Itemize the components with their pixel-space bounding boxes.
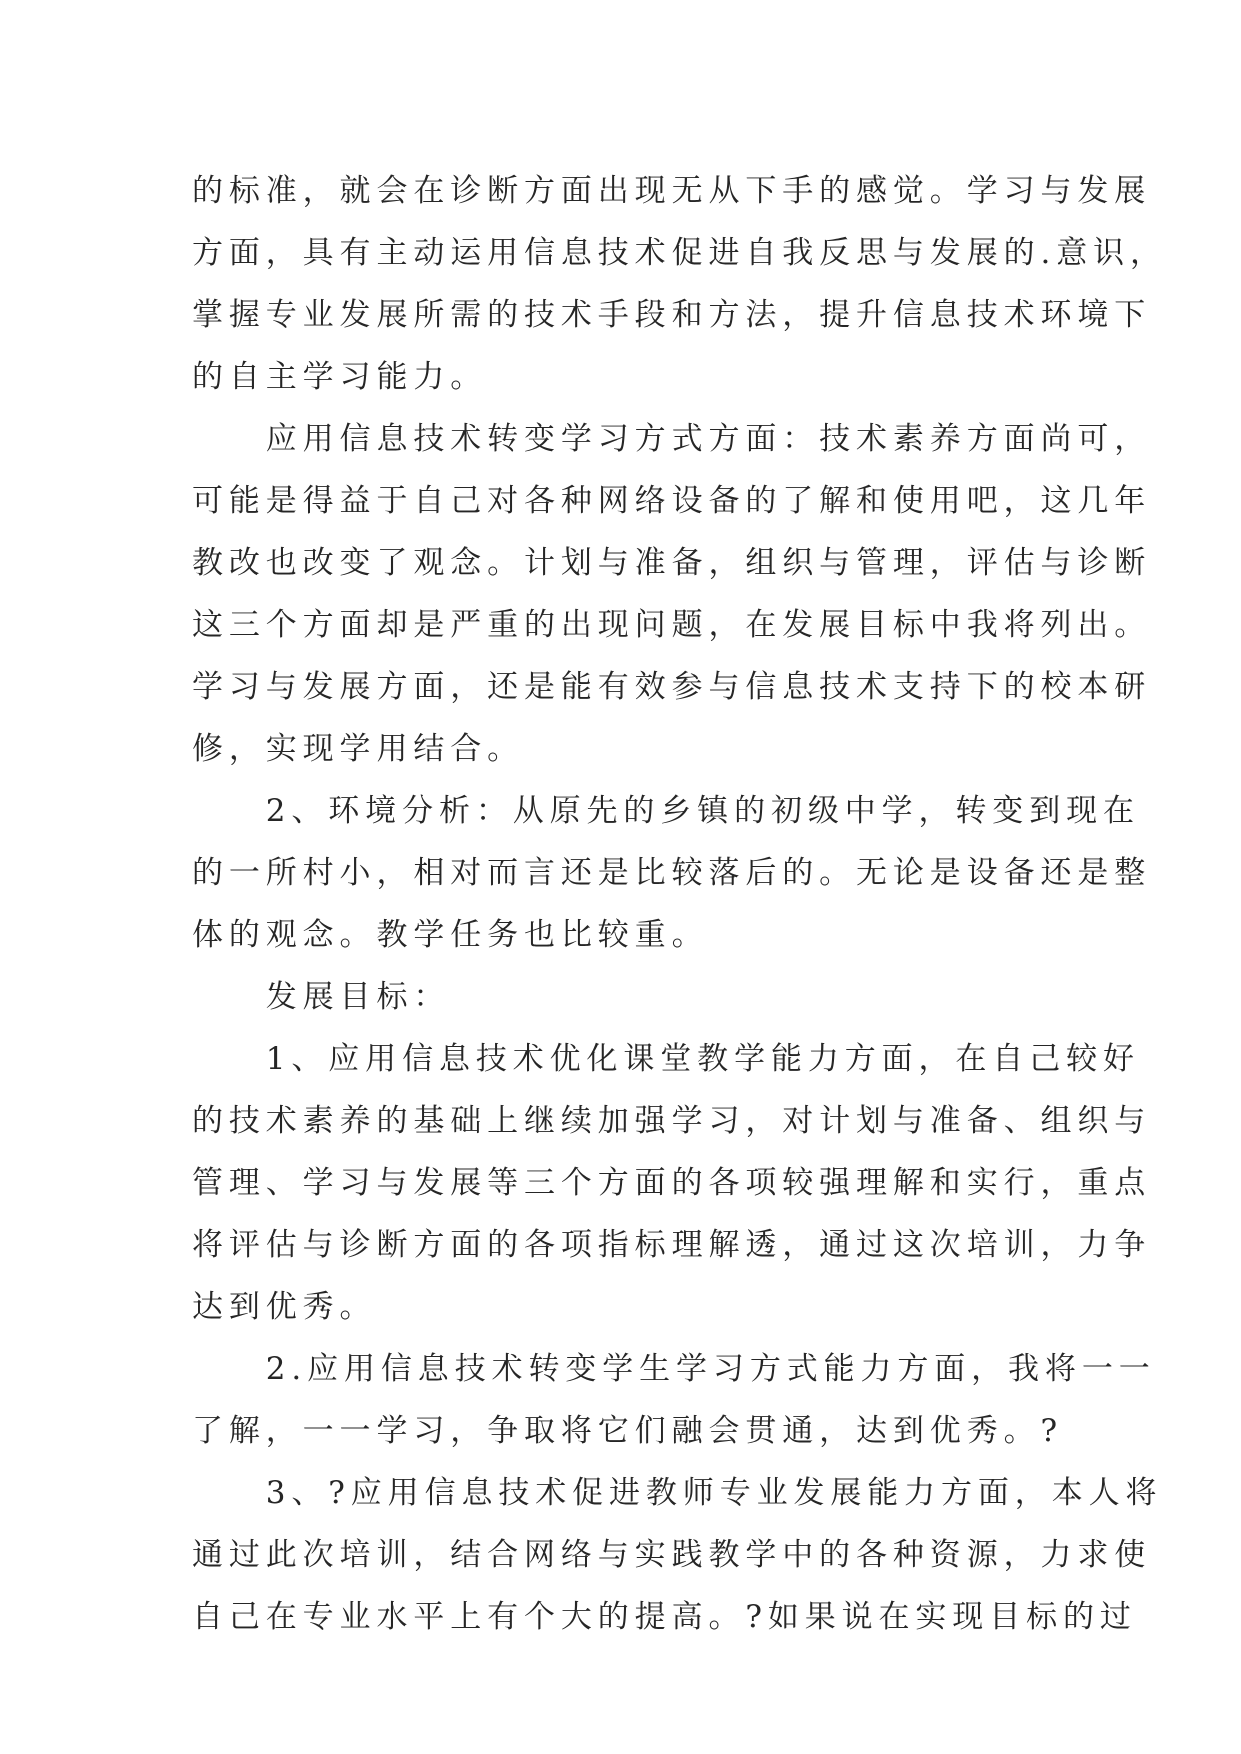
text-line: 3、?应用信息技术促进教师专业发展能力方面，本人将 <box>192 1475 1163 1511</box>
body-text <box>192 160 1167 1648</box>
text-line: 2.应用信息技术转变学生学习方式能力方面，我将一一 <box>192 1351 1156 1387</box>
text-line: 达到优秀。 <box>192 1289 377 1325</box>
text-line: 发展目标： <box>192 979 451 1015</box>
text-line: 的一所村小，相对而言还是比较落后的。无论是设备还是整 <box>192 855 1152 891</box>
text-line: 的自主学习能力。 <box>192 359 488 395</box>
text-line: 可能是得益于自己对各种网络设备的了解和使用吧，这几年 <box>192 483 1152 519</box>
text-line: 管理、学习与发展等三个方面的各项较强理解和实行，重点 <box>192 1165 1152 1201</box>
text-line: 将评估与诊断方面的各项指标理解透，通过这次培训，力争 <box>192 1227 1152 1263</box>
text-line: 的技术素养的基础上继续加强学习，对计划与准备、组织与 <box>192 1103 1152 1139</box>
text-line: 掌握专业发展所需的技术手段和方法，提升信息技术环境下 <box>192 297 1152 333</box>
text-line: 修，实现学用结合。 <box>192 731 525 767</box>
text-line: 方面，具有主动运用信息技术促进自我反思与发展的.意识， <box>192 235 1167 271</box>
text-line: 体的观念。教学任务也比较重。 <box>192 917 709 953</box>
text-line: 这三个方面却是严重的出现问题，在发展目标中我将列出。 <box>192 607 1152 643</box>
text-line: 应用信息技术转变学习方式方面：技术素养方面尚可， <box>192 421 1152 457</box>
text-line: 教改也改变了观念。计划与准备，组织与管理，评估与诊断 <box>192 545 1152 581</box>
text-line: 2、环境分析：从原先的乡镇的初级中学，转变到现在 <box>192 793 1140 829</box>
text-line: 了解，一一学习，争取将它们融会贯通，达到优秀。? <box>192 1413 1063 1449</box>
text-line: 学习与发展方面，还是能有效参与信息技术支持下的校本研 <box>192 669 1152 705</box>
text-line: 的标准，就会在诊断方面出现无从下手的感觉。学习与发展 <box>192 173 1152 209</box>
text-line: 自己在专业水平上有个大的提高。?如果说在实现目标的过 <box>192 1599 1137 1635</box>
text-line: 1、应用信息技术优化课堂教学能力方面，在自己较好 <box>192 1041 1140 1077</box>
text-line: 通过此次培训，结合网络与实践教学中的各种资源，力求使 <box>192 1537 1152 1573</box>
